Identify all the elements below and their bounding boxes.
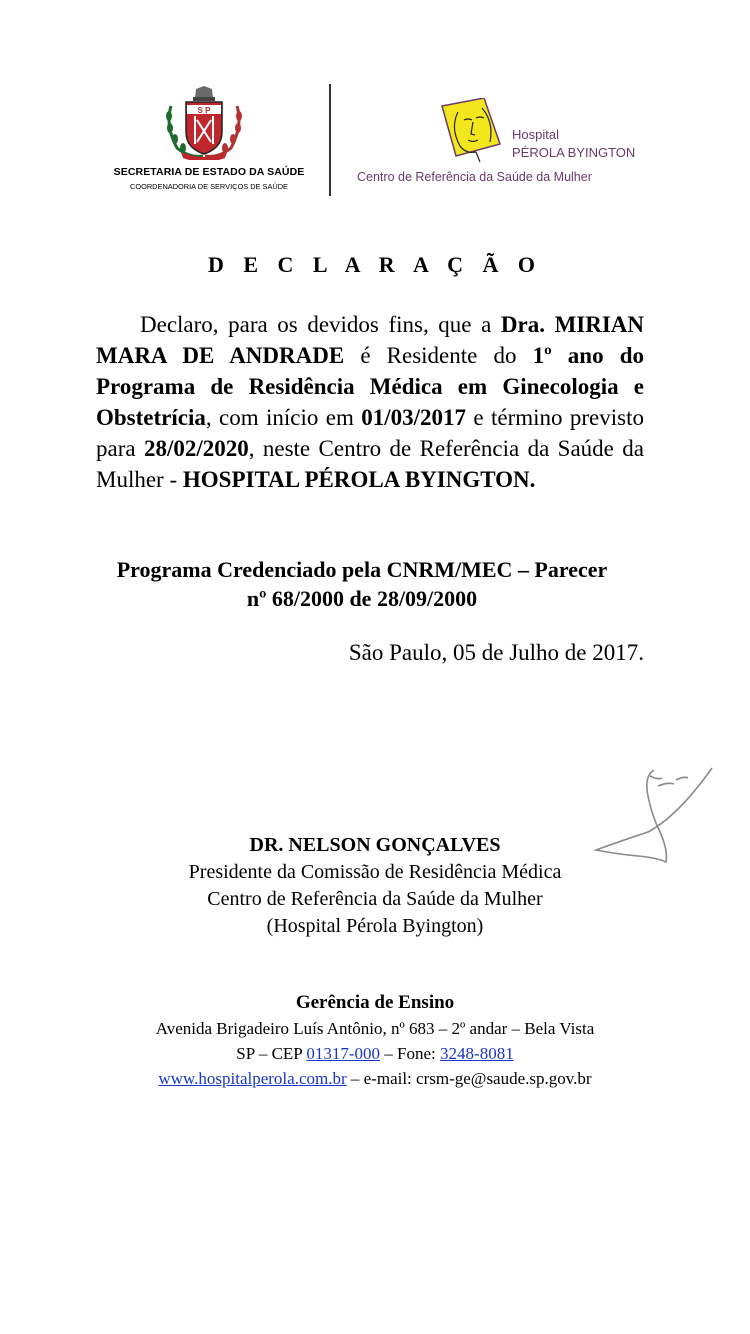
footer-web-row bbox=[80, 1066, 670, 1091]
declaration-paragraph bbox=[96, 309, 644, 495]
body-text-1: Declaro, para os devidos fins, que a bbox=[140, 312, 501, 337]
letterhead bbox=[0, 80, 750, 200]
header-divider bbox=[329, 84, 331, 196]
body-text-4: e término previsto para bbox=[96, 405, 644, 461]
footer-address: Avenida Brigadeiro Luís Antônio, nº 683 – 2º andar – Bela Vista bbox=[155, 1019, 595, 1038]
hospital-name-line1: Hospital bbox=[512, 127, 559, 142]
hospital-name-line2: PÉROLA BYINGTON bbox=[512, 145, 636, 160]
cep-label: SP – CEP bbox=[236, 1044, 307, 1063]
phone-label: – Fone: bbox=[380, 1044, 441, 1063]
signatory-name: DR. NELSON GONÇALVES bbox=[249, 834, 501, 856]
city-date: São Paulo, 05 de Julho de 2017. bbox=[348, 640, 644, 665]
footer-title: Gerência de Ensino bbox=[295, 992, 455, 1013]
signatory-org2: (Hospital Pérola Byington) bbox=[266, 915, 484, 937]
signatory-role: Presidente da Comissão de Residência Médica bbox=[188, 861, 562, 883]
signatory-block bbox=[100, 832, 650, 940]
coordenadoria-subtitle: COORDENADORIA DE SERVIÇOS DE SAÚDE bbox=[130, 182, 288, 191]
program-name: 1º ano do Programa de Residência Médica em Ginecologia e Obstetrícia bbox=[96, 343, 645, 430]
hospital-name-bold: HOSPITAL PÉROLA BYINGTON. bbox=[182, 467, 536, 492]
document-title: D E C L A R A Ç Ã O bbox=[207, 252, 543, 277]
email-text: – e-mail: crsm-ge@saude.sp.gov.br bbox=[346, 1069, 592, 1088]
program-accreditation bbox=[70, 555, 654, 613]
end-date: 28/02/2020 bbox=[143, 436, 249, 461]
program-line-2: nº 68/2000 de 28/09/2000 bbox=[246, 586, 478, 611]
coat-of-arms-icon bbox=[163, 86, 245, 160]
body-text-5: , neste Centro de Referência da Saúde da Mulher - bbox=[96, 436, 644, 492]
footer-contact-row bbox=[80, 1041, 670, 1066]
svg-text:S P: S P bbox=[197, 106, 211, 115]
signatory-org: Centro de Referência da Saúde da Mulher bbox=[207, 888, 543, 910]
start-date: 01/03/2017 bbox=[361, 405, 466, 430]
body-text-3: , com início em bbox=[205, 405, 362, 430]
body-text-2: é Residente do bbox=[344, 343, 533, 368]
resident-name: Dra. MIRIAN MARA DE ANDRADE bbox=[96, 312, 645, 368]
cep-link[interactable]: 01317-000 bbox=[306, 1044, 381, 1063]
phone-link[interactable]: 3248-8081 bbox=[440, 1044, 514, 1063]
footer bbox=[80, 990, 670, 1091]
program-line-1: Programa Credenciado pela CNRM/MEC – Parecer bbox=[116, 557, 608, 582]
hospital-logo-icon bbox=[436, 98, 506, 164]
website-link[interactable]: www.hospitalperola.com.br bbox=[158, 1069, 347, 1088]
hospital-center-name: Centro de Referência da Saúde da Mulher bbox=[357, 170, 592, 184]
secretaria-title: SECRETARIA DE ESTADO DA SAÚDE bbox=[113, 166, 305, 178]
